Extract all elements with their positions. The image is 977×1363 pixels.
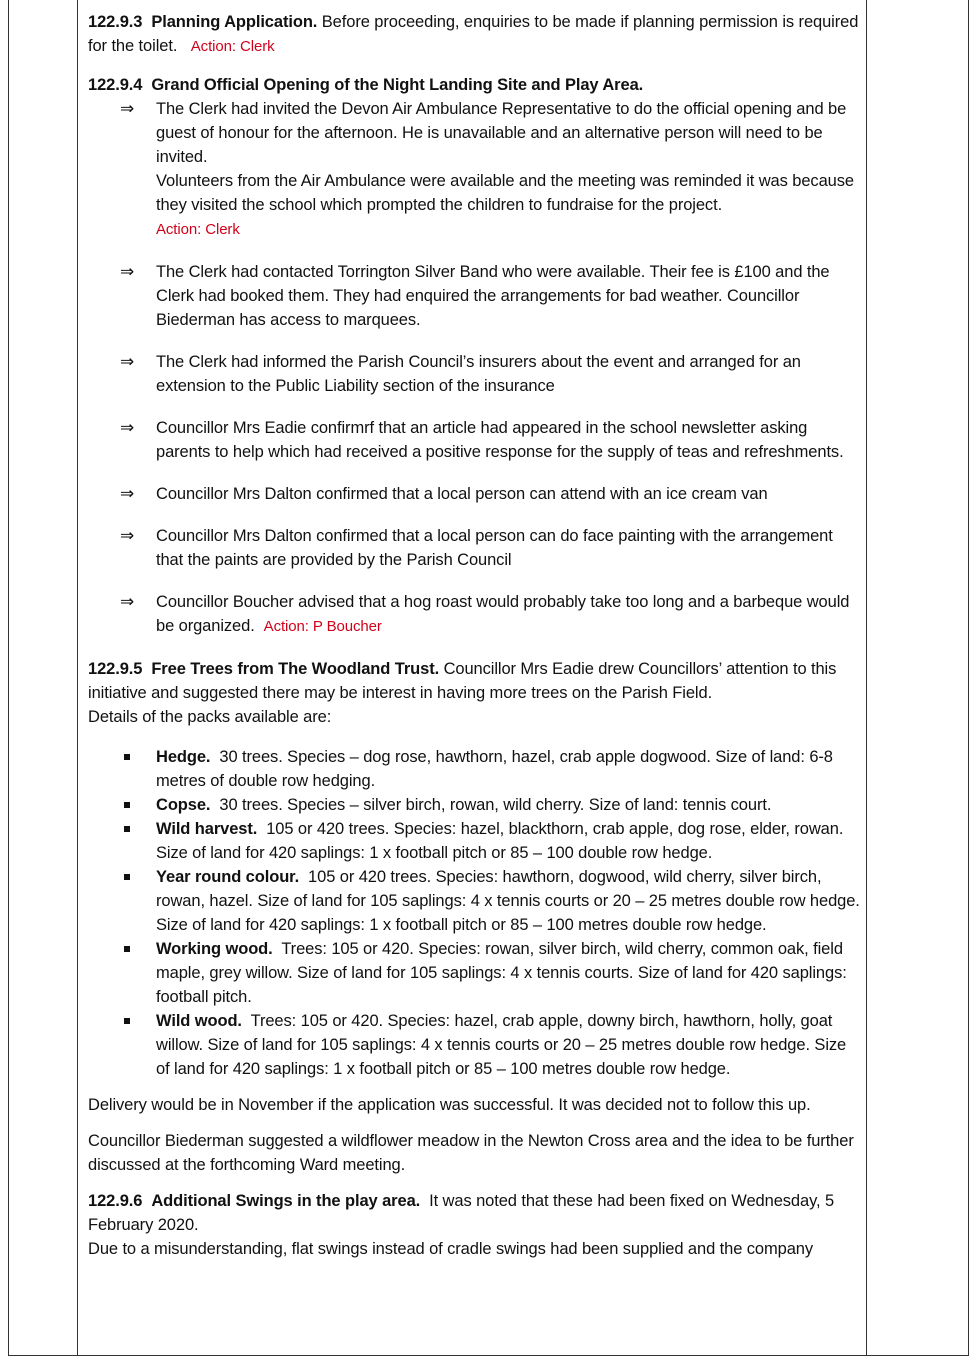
arrow-icon: ⇒ (120, 484, 135, 503)
section-number: 122.9.4 (88, 76, 143, 94)
pack-name: Working wood. (156, 940, 273, 958)
item-text: Councillor Mrs Eadie confirmrf that an article had appeared in the school newsletter asking parents to help which had received a positive response for the supply of teas and refreshments. (156, 419, 844, 461)
list-item (88, 745, 860, 793)
list-item (88, 524, 860, 572)
section-text: Councillor Mrs Eadie drew Councillors’ attention to this initiative and suggested there may be interest in having more trees on the Parish Field. (88, 660, 837, 702)
item-text: The Clerk had contacted Torrington Silver Band who were available. Their fee is £100 and the Clerk had booked them. They had enquired the arrangements for bad weather. Councillor Biederman has access to marquees. (156, 263, 830, 329)
section-heading: Planning Application. (151, 13, 318, 31)
opening-arrangements-list (88, 97, 860, 639)
section-number: 122.9.6 (88, 1192, 143, 1210)
pack-description: 105 or 420 trees. Species: hazel, blackthorn, crab apple, dog rose, elder, rowan. Size of land for 420 saplings: 1 x football pitch or 85 – 100 double row hedge. (156, 820, 844, 862)
bullet-icon (124, 826, 130, 832)
bullet-icon (124, 802, 130, 808)
pack-description: Trees: 105 or 420. Species: rowan, silver birch, wild cherry, common oak, field maple, grey willow. Size of land for 105 saplings: 4 x tennis courts. Size of land for 420 saplings: football pitch. (156, 940, 847, 1006)
pack-name: Copse. (156, 796, 211, 814)
list-item (88, 1009, 860, 1081)
arrow-icon: ⇒ (120, 99, 135, 118)
section-text: It was noted that these had been fixed on Wednesday, 5 February 2020. (88, 1192, 835, 1234)
arrow-icon: ⇒ (120, 262, 135, 281)
pack-description: 30 trees. Species – silver birch, rowan, wild cherry. Size of land: tennis court. (219, 796, 772, 814)
section-grand-opening-heading (88, 73, 860, 97)
wildflower-note: Councillor Biederman suggested a wildflower meadow in the Newton Cross area and the idea to be further discussed at the forthcoming Ward meeting. (88, 1132, 854, 1174)
action-label: Action: Clerk (190, 38, 275, 55)
item-text: Volunteers from the Air Ambulance were available and the meeting was reminded it was because they visited the school which prompted the children to fundraise for the project. (156, 172, 854, 214)
item-text: Councillor Boucher advised that a hog roast would probably take too long and a barbeque would be organized. (156, 593, 850, 635)
left-column-divider (77, 0, 78, 1355)
pack-name: Hedge. (156, 748, 211, 766)
list-item (88, 350, 860, 398)
section-number: 122.9.3 (88, 13, 143, 31)
section-text: Details of the packs available are: (88, 708, 332, 726)
pack-name: Year round colour. (156, 868, 300, 886)
section-text: Due to a misunderstanding, flat swings instead of cradle swings had been supplied and the company (88, 1240, 814, 1258)
list-item (88, 817, 860, 865)
section-heading: Grand Official Opening of the Night Landing Site and Play Area. (151, 76, 644, 94)
pack-name: Wild harvest. (156, 820, 258, 838)
section-planning-application (88, 10, 860, 59)
list-item (88, 865, 860, 937)
action-label: Action: Clerk (156, 221, 240, 238)
section-heading: Additional Swings in the play area. (151, 1192, 421, 1210)
section-additional-swings (88, 1189, 860, 1261)
action-label: Action: P Boucher (263, 618, 382, 635)
arrow-icon: ⇒ (120, 418, 135, 437)
bullet-icon (124, 874, 130, 880)
bullet-icon (124, 754, 130, 760)
arrow-icon: ⇒ (120, 352, 135, 371)
item-text: The Clerk had informed the Parish Council’s insurers about the event and arranged for an extension to the Public Liability section of the insurance (156, 353, 801, 395)
pack-description: 105 or 420 trees. Species: hawthorn, dogwood, wild cherry, silver birch, rowan, hazel. Size of land for 105 saplings: 4 x tennis courts or 20 – 25 metres double row hedge. Size of land for 420 saplings: 1 x football pitch or 85 – 100 metres double row hedge. (156, 868, 860, 934)
arrow-icon: ⇒ (120, 592, 135, 611)
item-text: Councillor Mrs Dalton confirmed that a local person can attend with an ice cream van (156, 485, 768, 503)
section-heading: Free Trees from The Woodland Trust. (151, 660, 440, 678)
minutes-content (88, 10, 860, 1261)
bullet-icon (124, 946, 130, 952)
list-item (88, 937, 860, 1009)
section-number: 122.9.5 (88, 660, 143, 678)
list-item (88, 260, 860, 332)
list-item (88, 482, 860, 506)
list-item (88, 416, 860, 464)
section-woodland-trust (88, 657, 860, 729)
pack-description: 30 trees. Species – dog rose, hawthorn, hazel, crab apple dogwood. Size of land: 6-8 metres of double row hedging. (156, 748, 833, 790)
section-text: Before proceeding, enquiries to be made if planning permission is required for the toilet. (88, 13, 859, 55)
item-text: Councillor Mrs Dalton confirmed that a local person can do face painting with the arrangement that the paints are provided by the Parish Council (156, 527, 833, 569)
list-item (88, 793, 860, 817)
item-text: The Clerk had invited the Devon Air Ambulance Representative to do the official opening and be guest of honour for the afternoon. He is unavailable and an alternative person will need to be invited. (156, 100, 847, 166)
arrow-icon: ⇒ (120, 526, 135, 545)
list-item (88, 590, 860, 639)
pack-name: Wild wood. (156, 1012, 242, 1030)
pack-description: Trees: 105 or 420. Species: hazel, crab apple, downy birch, hawthorn, holly, goat willow. Size of land for 105 saplings: 4 x tennis courts or 20 – 25 metres double row hedge. Size of land for 420 saplings: 1 x football pitch or 85 – 100 metres double row hedge. (156, 1012, 847, 1078)
right-column-divider (866, 0, 867, 1355)
bullet-icon (124, 1018, 130, 1024)
tree-packs-list (88, 745, 860, 1081)
delivery-note: Delivery would be in November if the application was successful. It was decided not to follow this up. (88, 1096, 811, 1114)
list-item (88, 97, 860, 242)
